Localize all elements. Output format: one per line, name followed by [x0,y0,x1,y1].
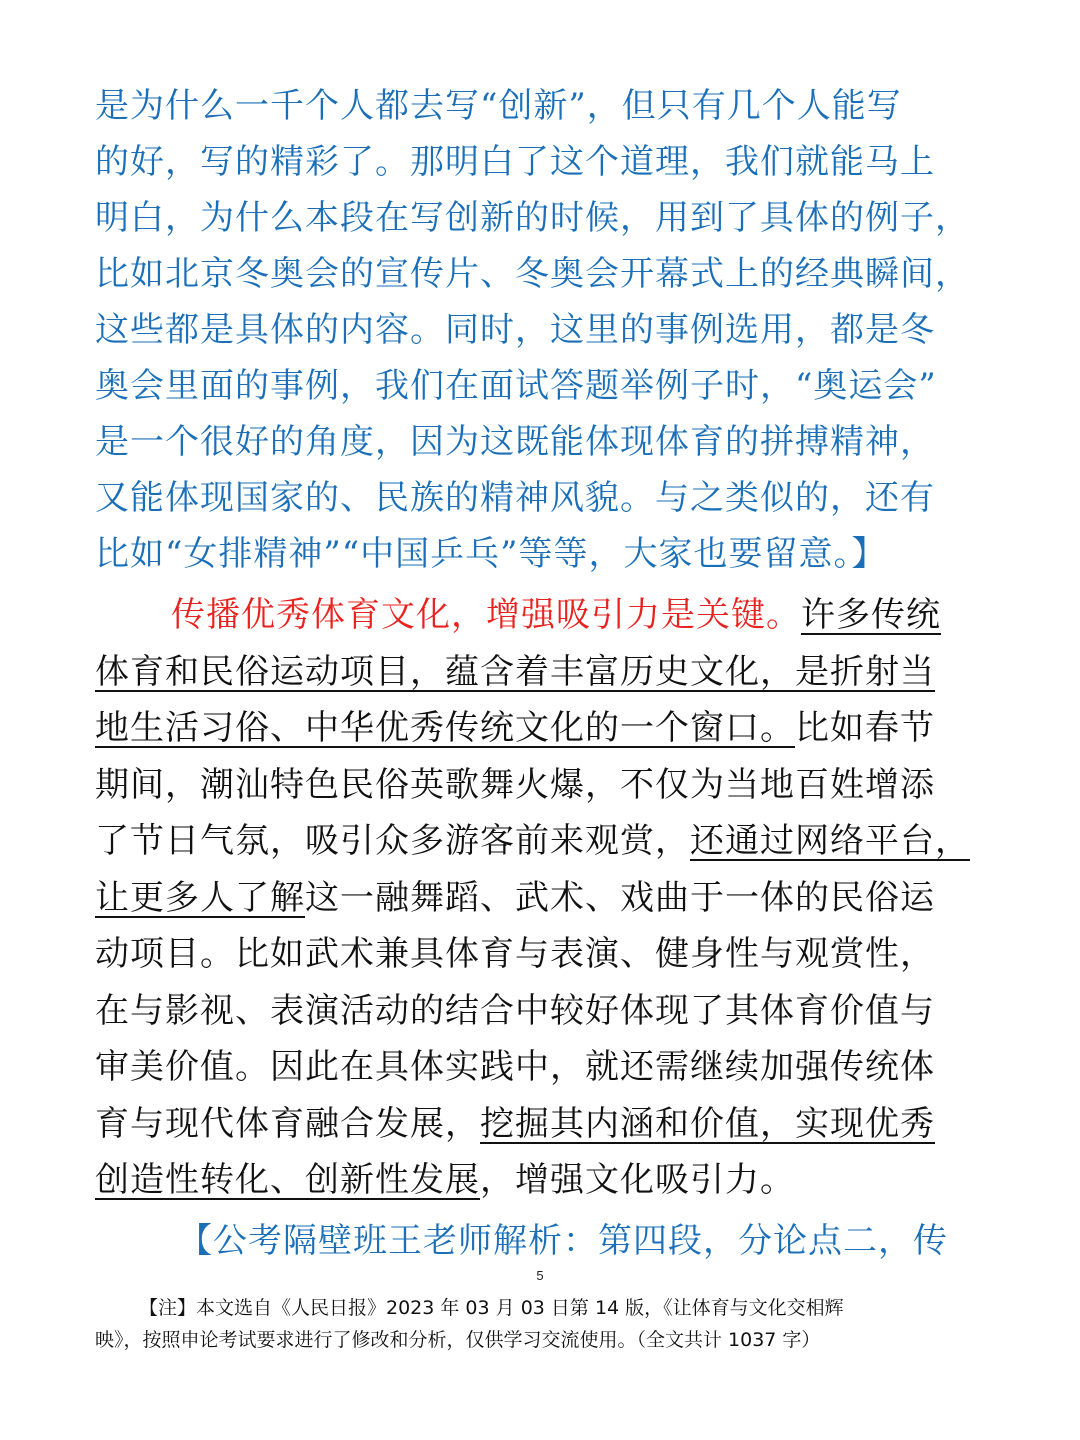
source-note [95,1292,995,1356]
body-paragraph [95,587,995,1209]
note-line: 映》，按照申论考试要求进行了修改和分析，仅供学习交流使用。（全文共计 1037 字） [95,1329,821,1351]
underlined-text: 许多传统 [801,595,941,635]
commentary-line: 是为什么一千个人都去写“创新”，但只有几个人能写 [95,86,902,126]
underlined-text: 让更多人了解 [95,877,305,918]
body-line: 期间，潮汕特色民俗英歌舞火爆，不仅为当地百姓增添 [95,764,935,805]
body-line: 在与影视、表演活动的结合中较好体现了其体育价值与 [95,990,935,1031]
commentary-line: 又能体现国家的、民族的精神风貌。与之类似的，还有 [95,478,935,518]
body-line [95,644,995,701]
body-line [95,1152,995,1209]
commentary-line: 明白，为什么本段在写创新的时候，用到了具体的例子， [95,198,970,238]
plain-text: 这一融舞蹈、武术、戏曲于一体的民俗运 [305,877,935,918]
analysis-text: 【公考隔壁班王老师解析：第四段，分论点二，传 [178,1221,948,1261]
commentary-line: 这些都是具体的内容。同时，这里的事例选用，都是冬 [95,310,935,350]
plain-text: 了节日气氛，吸引众多游客前来观赏， [95,821,690,861]
body-line [95,813,995,870]
body-line [95,870,995,927]
commentary-line: 是一个很好的角度，因为这既能体现体育的拼搏精神， [95,422,935,462]
underlined-text: 还通过网络平台， [690,821,970,861]
commentary-block [95,78,995,582]
body-line [95,1096,995,1153]
plain-text: ，增强文化吸引力。 [480,1160,795,1200]
commentary-line: 比如北京冬奥会的宣传片、冬奥会开幕式上的经典瞬间， [95,254,970,294]
underlined-text: 挖掘其内涵和价值，实现优秀 [480,1103,935,1144]
page-number: 5 [536,1268,544,1283]
underlined-text: 创造性转化、创新性发展 [95,1160,480,1200]
plain-text: 育与现代体育融合发展， [95,1103,480,1144]
note-line: 【注】本文选自《人民日报》2023 年 03 月 03 日第 14 版，《让体育与文化交相辉 [139,1297,844,1319]
plain-text: 比如春节 [795,708,935,748]
body-line: 动项目。比如武术兼具体育与表演、健身性与观赏性， [95,934,935,974]
commentary-line: 比如“女排精神”“中国乒乓”等等，大家也要留意。】 [95,534,887,574]
underlined-text: 地生活习俗、中华优秀传统文化的一个窗口。 [95,708,795,748]
body-line: 审美价值。因此在具体实践中，就还需继续加强传统体 [95,1047,935,1087]
section-heading: 传播优秀体育文化，增强吸引力是关键。 [171,595,801,635]
analysis-heading [178,1213,998,1269]
body-line [95,700,995,757]
body-line [95,587,995,644]
underlined-text: 体育和民俗运动项目，蕴含着丰富历史文化，是折射当 [95,651,935,692]
commentary-line: 的好，写的精彩了。那明白了这个道理，我们就能马上 [95,142,935,182]
commentary-line: 奥会里面的事例，我们在面试答题举例子时，“奥运会” [95,366,937,406]
